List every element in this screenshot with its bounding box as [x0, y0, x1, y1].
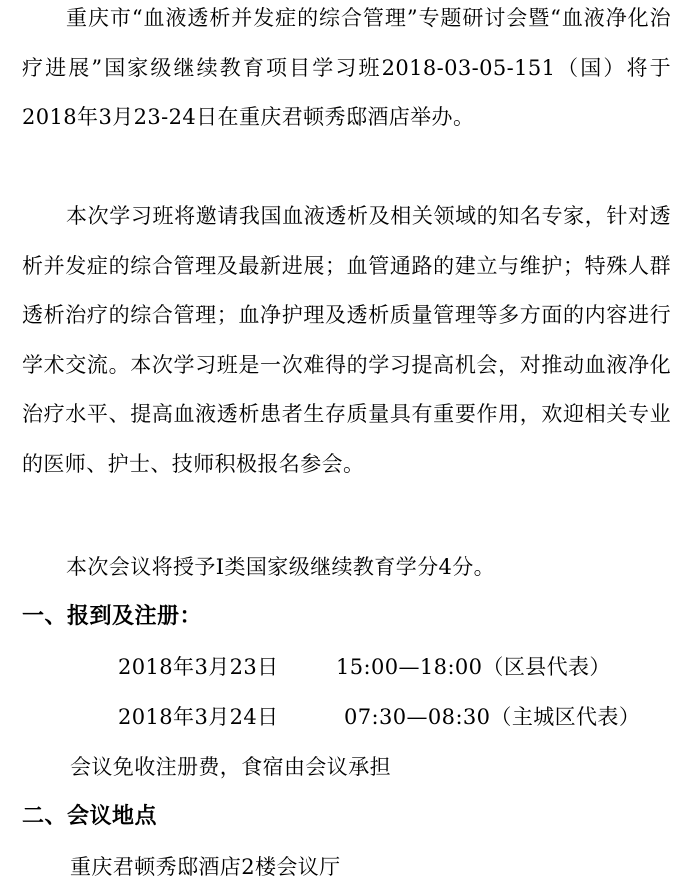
- schedule-time: 07:30—08:30（主城区代表）: [344, 705, 641, 729]
- venue-location: 重庆君顿秀邸酒店2楼会议厅: [70, 855, 341, 879]
- schedule-date: 2018年3月24日: [118, 705, 279, 729]
- intro-paragraph: 重庆市“血液透析并发症的综合管理”专题研讨会暨“血液净化治疗进展”国家级继续教育项目学习班2018-03-05-151（国）将于2018年3月23-24日在重庆君顿秀邸酒店举办。: [22, 6, 671, 130]
- registration-heading: 一、报到及注册：: [22, 604, 203, 629]
- schedule-date: 2018年3月23日: [118, 655, 279, 679]
- credits-paragraph: 本次会议将授予I类国家级继续教育学分4分。: [66, 555, 496, 579]
- schedule-time: 15:00—18:00（区县代表）: [336, 655, 611, 679]
- fee-note: 会议免收注册费，食宿由会议承担: [70, 755, 391, 779]
- content-paragraph: 本次学习班将邀请我国血液透析及相关领域的知名专家，针对透析并发症的综合管理及最新进展；血管通路的建立与维护；特殊人群透析治疗的综合管理；血净护理及透析质量管理等多方面的内容进行学术交流。本次学习班是一次难得的学习提高机会，对推动血液净化治疗水平、提高血液透析患者生存质量具有重要作用，欢迎相关专业的医师、护士、技师积极报名参会。: [22, 204, 671, 476]
- venue-heading: 二、会议地点: [22, 804, 158, 829]
